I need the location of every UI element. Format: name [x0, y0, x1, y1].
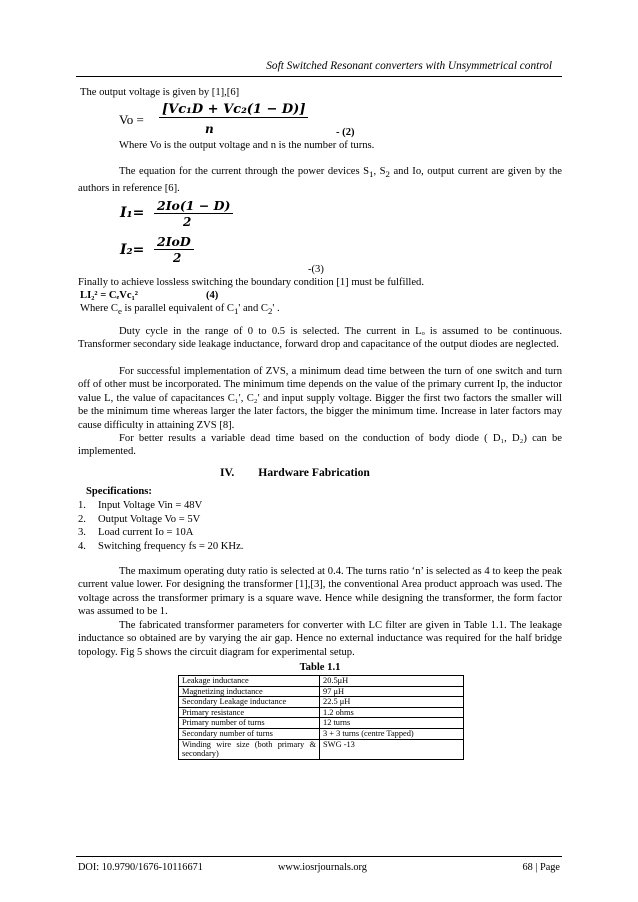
equation-3 [120, 197, 260, 263]
eq3-i1-denominator: 2 [183, 215, 192, 229]
list-item [78, 513, 243, 527]
p5-part-b: is parallel equivalent of C [121, 303, 234, 314]
footer-doi: DOI: 10.9790/1676-10116671 [78, 862, 203, 873]
spec-item-text: Switching frequency fs = 20 KHz. [98, 540, 244, 552]
output-voltage-intro: The output voltage is given by [1],[6] [80, 87, 240, 98]
table-cell-param: Secondary Leakage inductance [179, 697, 320, 708]
p3-sub-2: 2 [385, 169, 390, 180]
specifications-heading: Specifications: [86, 486, 152, 497]
p5-sub-1: 1 [233, 306, 239, 317]
table-cell-value: 20.5μH [320, 676, 464, 687]
table-row [179, 697, 464, 708]
section-title: Hardware Fabrication [258, 466, 370, 479]
running-title: Soft Switched Resonant converters with Unsymmetrical control [266, 60, 552, 72]
p5-part-a: Where C [80, 303, 118, 314]
table-cell-value: 1.2 ohms [320, 707, 464, 718]
table-cell-value: 12 turns [320, 718, 464, 729]
p3-sub-1: 1 [369, 169, 374, 180]
table-caption: Table 1.1 [299, 662, 341, 673]
list-item [78, 526, 243, 540]
eq3-i1-numerator: 2Io(1 − D) [154, 198, 233, 214]
equation-2 [119, 102, 319, 136]
eq2-numerator: [Vc₁D + Vc₂(1 − D)] [159, 102, 308, 118]
p3-part-c: and Io, output current are given by the authors in reference [6]. [78, 166, 562, 194]
table-row [179, 686, 464, 697]
table-cell-value: SWG -13 [320, 739, 464, 759]
table-cell-param: Magnetizing inductance [179, 686, 320, 697]
p5-sub-2: 2 [267, 306, 273, 317]
list-item [78, 540, 243, 554]
vo-definition: Where Vo is the output voltage and n is the number of turns. [119, 140, 375, 151]
p5-part-d: ' . [272, 303, 280, 314]
spec-item-number: 1. [78, 500, 86, 511]
table-row [179, 707, 464, 718]
spec-item-number: 2. [78, 513, 86, 525]
eq4-tag: (4) [205, 290, 219, 301]
eq3-i2-lhs: I₂= [120, 242, 145, 258]
spec-item-text: Load current Io = 10A [98, 527, 194, 539]
footer-site[interactable]: www.iosrjournals.org [278, 862, 367, 873]
eq4-expression: LI₂² = CₑVc₁² [80, 290, 138, 301]
transformer-table [178, 675, 464, 760]
table-cell-value: 22.5 μH [320, 697, 464, 708]
table-cell-param: Secondary number of turns [179, 728, 320, 739]
eq2-lhs: Vo = [119, 112, 144, 127]
current-intro [78, 165, 562, 195]
table-row [179, 728, 464, 739]
spec-item-number: 3. [78, 527, 86, 539]
table-cell-param: Primary resistance [179, 707, 320, 718]
dead-time-paragraph: For better results a variable dead time based on the conduction of body diode ( D₁, D₂) can be implemented. [78, 433, 562, 458]
footer-page-number: 68 | Page [522, 862, 560, 873]
footer-rule [76, 856, 562, 857]
eq2-tag: - (2) [336, 127, 355, 138]
equation-4 [80, 289, 218, 302]
table-row [179, 739, 464, 759]
table-cell-param: Primary number of turns [179, 718, 320, 729]
section-number: IV. [220, 466, 235, 479]
table-cell-param: Leakage inductance [179, 676, 320, 687]
spec-item-number: 4. [78, 540, 86, 552]
table-cell-value: 3 + 3 turns (centre Tapped) [320, 728, 464, 739]
table-cell-value: 97 μH [320, 686, 464, 697]
duty-ratio-paragraph: The maximum operating duty ratio is selected at 0.4. The turns ratio ‘n’ is selected as 4 to keep the peak current value lower. For designing the transformer [1],[3], the conventional Area product approach was used. The voltage across the transformer primary is a square wave. Hence while designing the transformer, the form factor was assumed to be 1. [78, 566, 562, 618]
table-row [179, 676, 464, 687]
eq3-i2-denominator: 2 [173, 251, 182, 265]
eq3-i1-lhs: I₁= [120, 205, 145, 221]
p5-sub-e: e [117, 306, 122, 317]
spec-item-text: Input Voltage Vin = 48V [98, 500, 203, 511]
header-rule [76, 76, 562, 77]
boundary-condition-intro: Finally to achieve lossless switching the boundary condition [1] must be fulfilled. [78, 277, 425, 288]
section-heading [220, 466, 370, 479]
zvs-paragraph: For successful implementation of ZVS, a minimum dead time between the turn of one switch and turn off of other must be incorporated. The minimum time depends on the value of the primary current Ip, the inductor value L, the value of capacitances C₁′, C₂′ and input supply voltage. Bigger the first two factors the smaller will be the minimum time whereas larger the later factors, the bigger the minimum time. Increase in later factors may cause difficulty in attaining ZVS [8]. [78, 366, 562, 431]
p3-part-a: The equation for the current through the power devices S [119, 166, 370, 177]
table-row [179, 718, 464, 729]
table-cell-param: Winding wire size (both primary & secondary) [179, 739, 320, 759]
eq3-i2-numerator: 2IoD [154, 234, 194, 250]
p5-part-c: ' and C [238, 303, 268, 314]
specifications-list [78, 499, 243, 553]
eq2-denominator: n [205, 122, 214, 136]
eq3-tag: -(3) [308, 264, 324, 275]
list-item [78, 499, 243, 513]
ce-definition [80, 302, 280, 319]
spec-item-text: Output Voltage Vo = 5V [98, 513, 201, 525]
p3-part-b: , S [373, 166, 386, 177]
transformer-parameters-paragraph: The fabricated transformer parameters for converter with LC filter are given in Table 1.1. The leakage inductance so obtained are by varying the air gap. Hence no external inductance was required for the half bridge topology. Fig 5 shows the circuit diagram for experimental setup. [78, 620, 562, 658]
duty-cycle-paragraph: Duty cycle in the range of 0 to 0.5 is selected. The current in Lₒ is assumed to be continuous. Transformer secondary side leakage inductance, forward drop and capacitance of the output diodes are neglected. [78, 326, 562, 351]
